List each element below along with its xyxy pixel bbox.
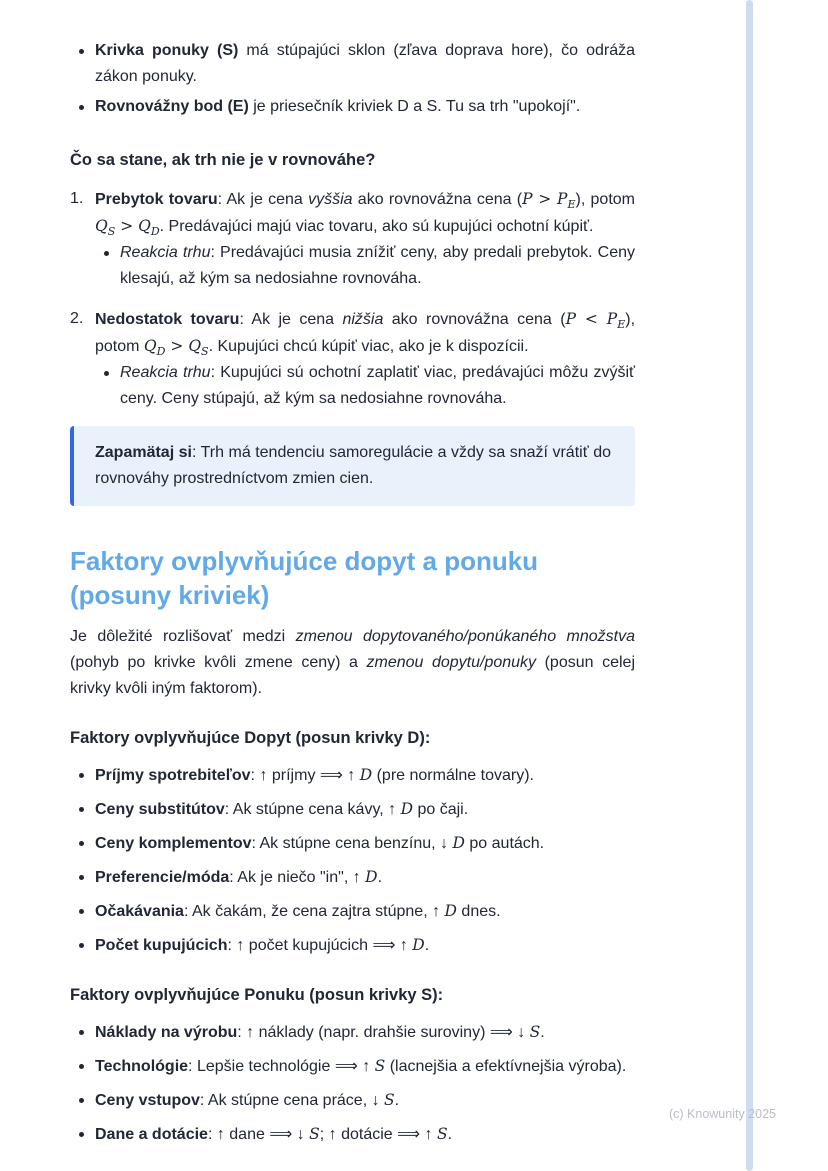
scrollbar[interactable] [746,0,753,1171]
list-item [70,186,635,292]
section-heading-equilibrium: Čo sa stane, ak trh nie je v rovnováhe? [70,151,376,169]
list-item [70,1019,635,1046]
list-item [70,306,635,412]
main-heading: Faktory ovplyvňujúce dopyt a ponuku (posuny kriviek) [70,546,539,610]
list-item-body [95,186,635,292]
intro-bullet-list [70,38,635,120]
demand-factors-heading: Faktory ovplyvňujúce Dopyt (posun krivky D): [70,729,431,747]
factor-text: Ceny vstupov: Ak stúpne cena práce, ↓ S. [95,1091,400,1109]
list-number: 1. [70,190,84,207]
list-number: 2. [70,310,84,327]
sub-bullet-text: Reakcia trhu: Kupujúci sú ochotní zaplatiť viac, predávajúci môžu zvýšiť ceny. Ceny stúpajú, až kým sa nedosiahne rovnováha. [120,364,635,407]
supply-factors-heading: Faktory ovplyvňujúce Ponuku (posun krivky S): [70,986,444,1004]
list-item [70,932,635,959]
supply-factors-list [70,1019,635,1148]
numbered-text: Prebytok tovaru: Ak je cena vyššia ako rovnovážna cena $(P > P_E)$, potom $Q_S > Q_D$. Predávajúci majú viac tovaru, ako sú kupujúci ochotní kúpiť. [95,190,636,239]
list-item [95,240,635,292]
sub-bullet-text: Reakcia trhu: Predávajúci musia znížiť ceny, aby predali prebytok. Ceny klesajú, až kým sa nedosiahne rovnováha. [120,244,635,287]
numbered-text: Nedostatok tovaru: Ak je cena nižšia ako rovnovážna cena $(P < P_E)$, potom $Q_D > Q_S$. Kupujúci chcú kúpiť viac, ako je k dispozícii. [95,310,636,359]
list-item [70,94,635,120]
bullet-text: Rovnovážny bod (E) je priesečník kriviek D a S. Tu sa trh "upokojí". [95,98,581,115]
sub-bullet-list [95,360,635,412]
copyright-footer: (c) Knowunity 2025 [668,1107,776,1121]
list-item [70,796,635,823]
factor-text: Preferencie/móda: Ak je niečo "in", ↑ D. [95,868,383,886]
callout-note [70,426,635,506]
list-item-body [95,306,635,412]
factor-text: Náklady na výrobu: ↑ náklady (napr. drahšie suroviny) ⟹ ↓ S. [95,1023,545,1041]
list-item [70,898,635,925]
list-item [70,762,635,789]
list-item [70,864,635,891]
list-item [70,830,635,857]
numbered-list [70,186,635,412]
callout-text: Zapamätaj si: Trh má tendenciu samoregulácie a vždy sa snaží vrátiť do rovnováhy prostredníctvom zmien cien. [95,444,611,487]
factor-text: Počet kupujúcich: ↑ počet kupujúcich ⟹ ↑ D. [95,936,430,954]
factor-text: Príjmy spotrebiteľov: ↑ príjmy ⟹ ↑ D (pre normálne tovary). [95,766,534,784]
sub-bullet-list [95,240,635,292]
list-item [70,1053,635,1080]
list-item [95,360,635,412]
factor-text: Očakávania: Ak čakám, že cena zajtra stúpne, ↑ D dnes. [95,902,501,920]
list-item [70,1087,635,1114]
factor-text: Technológie: Lepšie technológie ⟹ ↑ S (lacnejšia a efektívnejšia výroba). [95,1057,627,1075]
bullet-text: Krivka ponuky (S) má stúpajúci sklon (zľava doprava hore), čo odráža zákon ponuky. [95,42,636,85]
factor-text: Dane a dotácie: ↑ dane ⟹ ↓ S; ↑ dotácie ⟹ ↑ S. [95,1125,453,1143]
demand-factors-list [70,762,635,959]
list-item [70,38,635,90]
factor-text: Ceny substitútov: Ak stúpne cena kávy, ↑ D po čaji. [95,800,469,818]
intro-paragraph: Je dôležité rozlišovať medzi zmenou dopytovaného/ponúkaného množstva (pohyb po krivke kvôli zmene ceny) a zmenou dopytu/ponuky (posun celej krivky kvôli iným faktorom). [70,628,636,697]
list-item [70,1121,635,1148]
factor-text: Ceny komplementov: Ak stúpne cena benzínu, ↓ D po autách. [95,834,545,852]
